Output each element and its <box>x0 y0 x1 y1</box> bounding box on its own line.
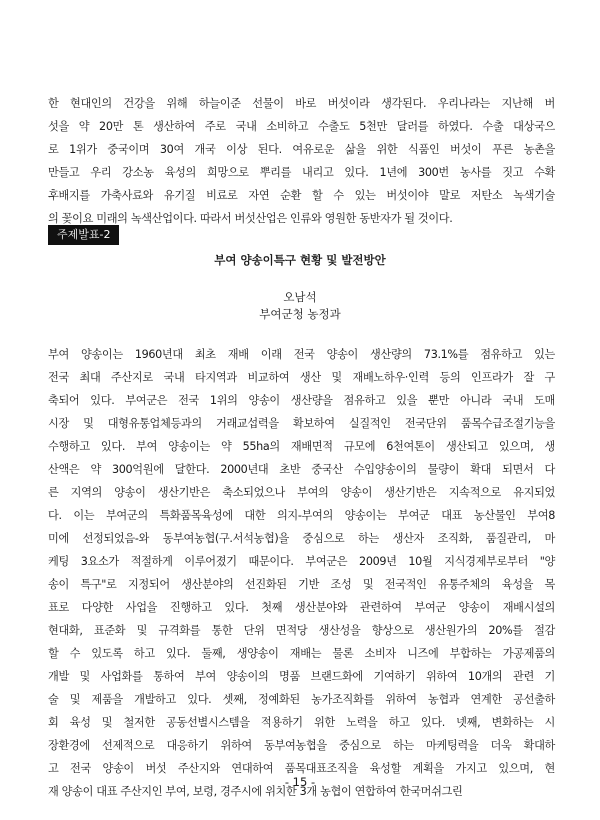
text-line: 회 육성 및 철저한 공동선별시스템을 적용하기 위한 노력을 하고 있다. 넷째, 변화하는 시 <box>48 716 555 729</box>
text-line: 의 꽃이요 미래의 녹색산업이다. 따라서 버섯산업은 인류와 영원한 동반자가 될 것이다. <box>48 212 453 225</box>
text-line: 산액은 약 300억원에 달한다. 2000년대 초반 중국산 수입양송이의 물량이 확대 되면서 다 <box>48 463 555 476</box>
text-line: 재 양송이 대표 주산지인 부여, 보령, 경주시에 위치한 3개 농협이 연합하여 한국머쉬그린 <box>48 785 463 798</box>
text-line: 축되어 있다. 부여군은 전국 1위의 양송이 생산량을 점유하고 있을 뿐만 아니라 국내 도매 <box>48 394 555 407</box>
text-line: 시장 및 대형유통업체등과의 거래교섭력을 확보하여 실질적인 전국단위 품목수급조절기능을 <box>48 417 555 430</box>
body-paragraph <box>48 343 555 803</box>
author-affiliation: 부여군청 농정과 <box>259 307 341 321</box>
text-line: 로 1위가 중국이며 30여 개국 이상 된다. 여유로운 삶을 위한 식품인 버섯이 푸른 농촌을 <box>48 143 555 156</box>
text-line: 장환경에 선제적으로 대응하기 위하여 동부여농협을 중심으로 하는 마케팅력을 더욱 확대하 <box>48 739 555 752</box>
text-line: 부여 양송이는 1960년대 최초 재배 이래 전국 양송이 생산량의 73.1%를 점유하고 있는 <box>48 348 555 361</box>
text-line: 수행하고 있다. 부여 양송이는 약 55ha의 재배면적 규모에 6천여톤이 생산되고 있으며, 생 <box>48 440 555 453</box>
text-line: 송이 특구"로 지정되어 생산분야의 선진화된 기반 조성 및 전국적인 유통주체의 육성을 목 <box>48 578 555 591</box>
text-line: 개발 및 사업화를 통하여 부여 양송이의 명품 브랜드화에 기여하기 위하여 10개의 관련 기 <box>48 670 555 683</box>
text-line: 전국 최대 주산지로 국내 타지역과 비교하여 생산 및 재배노하우·인력 등의 인프라가 잘 구 <box>48 371 555 384</box>
text-line: 섯을 약 20만 톤 생산하여 주로 국내 소비하고 수출도 5천만 달러를 하였다. 수출 대상국으 <box>48 120 555 133</box>
text-line: 른 지역의 양송이 생산기반은 축소되었으나 부여의 양송이 생산기반은 지속적으로 유지되었 <box>48 486 555 499</box>
intro-paragraph <box>48 92 555 230</box>
text-line: 할 수 있도록 하고 있다. 둘째, 생양송이 재배는 물론 소비자 니즈에 부합하는 가공제품의 <box>48 647 555 660</box>
text-line: 현대화, 표준화 및 규격화를 통한 단위 면적당 생산성을 향상으로 생산원가의 20%를 절감 <box>48 624 555 637</box>
author-name: 오남석 <box>283 290 317 304</box>
text-line: 다. 이는 부여군의 특화품목육성에 대한 의지-부여의 양송이는 부여군 대표 농산물인 부여8 <box>48 509 555 522</box>
text-line: 미에 선정되었음-와 동부여농협(구.서석농협)을 중심으로 하는 생산자 조직화, 품질관리, 마 <box>48 532 555 545</box>
text-line: 술 및 제품을 개발하고 있다. 셋째, 정예화된 농가조직화를 위하여 농협과 연계한 공선출하 <box>48 693 555 706</box>
page-number: - 15 - <box>284 775 316 789</box>
text-line: 만들고 우리 강소농 육성의 희망으로 뿌리를 내리고 있다. 1년에 300번 농사를 짓고 수확 <box>48 166 555 179</box>
text-line: 표로 다양한 사업을 진행하고 있다. 첫째 생산분야와 관련하여 부여군 양송이 재배시설의 <box>48 601 555 614</box>
text-line: 한 현대인의 건강을 위해 하늘이준 선물이 바로 버섯이라 생각된다. 우리나라는 지난해 버 <box>48 97 555 110</box>
text-line: 후배지를 가축사료와 유기질 비료로 자연 순환 할 수 있는 버섯이야 말로 저탄소 녹색기술 <box>48 189 555 202</box>
text-line: 케팅 3요소가 적절하게 이루어졌기 때문이다. 부여군은 2009년 10월 지식경제부로부터 "양 <box>48 555 555 568</box>
section-tag: 주제발표-2 <box>48 225 119 245</box>
presentation-title: 부여 양송이특구 현황 및 발전방안 <box>214 253 386 267</box>
text-line: 고 전국 양송이 버섯 주산지와 연대하여 품목대표조직을 육성할 계획을 가지고 있으며, 현 <box>48 762 555 775</box>
